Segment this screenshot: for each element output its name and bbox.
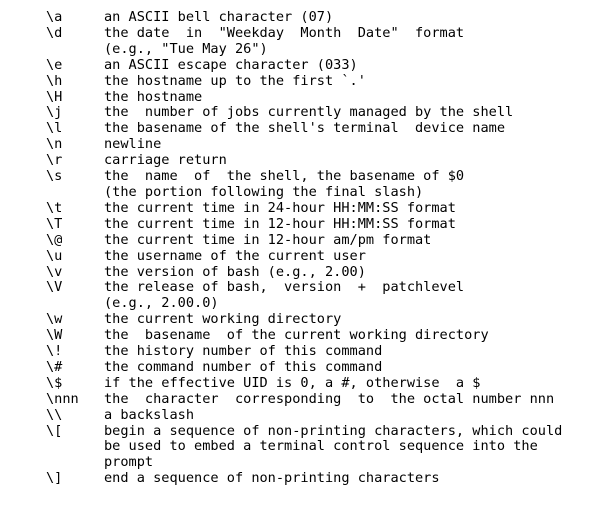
list-item	[0, 233, 610, 249]
list-item	[0, 360, 610, 376]
list-item	[0, 217, 610, 233]
description-line: a backslash	[104, 406, 195, 423]
escape-sequence: \n	[46, 136, 63, 153]
description-line: the current time in 12-hour am/pm format	[104, 231, 432, 248]
list-item	[0, 169, 610, 201]
description-line: the hostname	[104, 88, 203, 105]
description-line: the current time in 24-hour HH:MM:SS format	[104, 199, 456, 216]
description-line: carriage return	[104, 152, 227, 169]
escape-sequence: \\	[46, 406, 63, 423]
description-line: the basename of the shell's terminal device name	[104, 120, 506, 137]
escape-sequence: \H	[46, 88, 63, 105]
list-item	[0, 312, 610, 328]
description-line: the username of the current user	[104, 247, 366, 264]
description-line: (e.g., "Tue May 26")	[104, 40, 268, 57]
list-item	[0, 376, 610, 392]
description-line: begin a sequence of non-printing characters, which could	[104, 422, 563, 439]
description-line: the release of bash, version + patchlevel	[104, 279, 465, 296]
escape-description	[104, 169, 584, 201]
description-line: the date in "Weekday Month Date" format	[104, 24, 465, 41]
escape-sequence: \j	[46, 104, 63, 121]
description-line: the current working directory	[104, 311, 342, 328]
escape-description	[104, 121, 584, 137]
list-item	[0, 153, 610, 169]
escape-sequence: \a	[46, 9, 63, 25]
list-item	[0, 280, 610, 312]
escape-sequence: \w	[46, 311, 63, 328]
escape-description	[104, 249, 584, 265]
description-line: the current time in 12-hour HH:MM:SS format	[104, 215, 456, 232]
list-item	[0, 74, 610, 90]
list-item	[0, 10, 610, 26]
list-item	[0, 265, 610, 281]
escape-description	[104, 153, 584, 169]
escape-sequence: \T	[46, 215, 63, 232]
list-item	[0, 137, 610, 153]
description-line: the version of bash (e.g., 2.00)	[104, 263, 366, 280]
escape-sequence: \!	[46, 343, 63, 360]
description-line: be used to embed a terminal control sequence into the	[104, 438, 538, 455]
description-line: end a sequence of non-printing characters	[104, 470, 440, 487]
description-line: newline	[104, 136, 162, 153]
escape-sequence: \#	[46, 358, 63, 375]
escape-sequence: \V	[46, 279, 63, 296]
escape-sequence: \e	[46, 56, 63, 73]
escape-description	[104, 280, 584, 312]
list-item	[0, 26, 610, 58]
list-item	[0, 471, 610, 487]
escape-description	[104, 360, 584, 376]
list-item	[0, 328, 610, 344]
description-line: the number of jobs currently managed by the shell	[104, 104, 514, 121]
escape-description	[104, 137, 584, 153]
escape-sequence: \$	[46, 374, 63, 391]
escape-description	[104, 58, 584, 74]
escape-description	[104, 376, 584, 392]
escape-description	[104, 10, 584, 26]
escape-description	[104, 74, 584, 90]
list-item	[0, 121, 610, 137]
list-item	[0, 201, 610, 217]
escape-sequence: \v	[46, 263, 63, 280]
description-line: the name of the shell, the basename of $0	[104, 168, 465, 185]
description-line: the history number of this command	[104, 343, 383, 360]
escape-description	[104, 328, 584, 344]
escape-sequence: \]	[46, 470, 63, 487]
description-line: prompt	[104, 454, 154, 471]
escape-sequence: \@	[46, 231, 63, 248]
escape-description	[104, 90, 584, 106]
list-item	[0, 408, 610, 424]
escape-description	[104, 217, 584, 233]
description-line: the hostname up to the first `.'	[104, 72, 366, 89]
list-item	[0, 58, 610, 74]
escape-sequence: \[	[46, 422, 63, 439]
escape-sequence-list	[0, 10, 610, 487]
description-line: an ASCII escape character (033)	[104, 56, 358, 73]
escape-description	[104, 408, 584, 424]
description-line: if the effective UID is 0, a #, otherwise a $	[104, 374, 481, 391]
escape-description	[104, 312, 584, 328]
description-line: the character corresponding to the octal number nnn	[104, 390, 555, 407]
escape-sequence: \h	[46, 72, 63, 89]
description-line: an ASCII bell character (07)	[104, 9, 334, 25]
list-item	[0, 344, 610, 360]
list-item	[0, 105, 610, 121]
escape-description	[104, 265, 584, 281]
list-item	[0, 424, 610, 472]
escape-description	[104, 424, 584, 472]
list-item	[0, 392, 610, 408]
escape-sequence: \W	[46, 327, 63, 344]
escape-sequence: \s	[46, 168, 63, 185]
escape-sequence: \l	[46, 120, 63, 137]
escape-description	[104, 471, 584, 487]
escape-description	[104, 26, 584, 58]
description-line: the command number of this command	[104, 358, 383, 375]
description-line: (the portion following the final slash)	[104, 183, 424, 200]
list-item	[0, 249, 610, 265]
escape-sequence: \d	[46, 24, 63, 41]
list-item	[0, 90, 610, 106]
escape-sequence: \u	[46, 247, 63, 264]
description-line: (e.g., 2.00.0)	[104, 295, 219, 312]
escape-description	[104, 201, 584, 217]
description-line: the basename of the current working directory	[104, 327, 489, 344]
escape-sequence: \r	[46, 152, 63, 169]
escape-description	[104, 392, 584, 408]
escape-description	[104, 233, 584, 249]
escape-description	[104, 344, 584, 360]
escape-sequence: \t	[46, 199, 63, 216]
escape-description	[104, 105, 584, 121]
escape-sequence: \nnn	[46, 390, 79, 407]
